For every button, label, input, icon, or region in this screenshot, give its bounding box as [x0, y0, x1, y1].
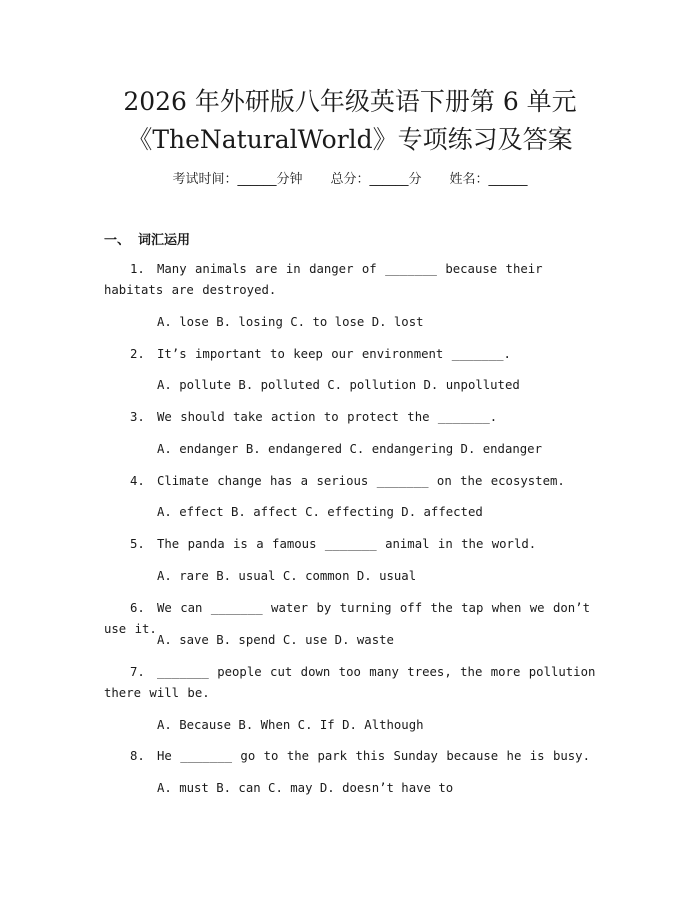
question-text: _______ people cut down too many trees, the more pollution there will be. — [104, 665, 596, 700]
question-text: Climate change has a serious _______ on the ecosystem. — [157, 474, 565, 488]
title-line-1: 2026 年外研版八年级英语下册第 6 单元 — [123, 87, 577, 116]
question-number: 8. — [130, 749, 145, 763]
section-title: 词汇运用 — [138, 233, 191, 248]
question-7-options: A. Because B. When C. If D. Although — [157, 718, 424, 732]
exam-time: 考试时间：______分钟 — [172, 172, 303, 187]
question-text: We should take action to protect the _______. — [157, 410, 498, 424]
question-2-options: A. pollute B. polluted C. pollution D. unpolluted — [157, 378, 520, 392]
question-number: 1. — [130, 262, 145, 276]
question-2 — [104, 344, 604, 365]
title-line-2: 《TheNaturalWorld》专项练习及答案 — [127, 125, 573, 154]
question-5 — [104, 534, 604, 555]
question-number: 4. — [130, 474, 145, 488]
question-3 — [104, 407, 604, 428]
question-4-options: A. effect B. affect C. effecting D. affected — [157, 505, 483, 519]
exam-name: 姓名：______ — [449, 172, 528, 187]
section-number: 一、 — [104, 233, 131, 248]
question-4 — [104, 471, 604, 492]
question-1-options: A. lose B. losing C. to lose D. lost — [157, 315, 424, 329]
question-text: Many animals are in danger of _______ because their habitats are destroyed. — [104, 262, 543, 297]
question-7 — [104, 662, 604, 704]
question-text: The panda is a famous _______ animal in the world. — [157, 537, 537, 551]
question-number: 2. — [130, 347, 145, 361]
section-heading — [104, 229, 190, 248]
question-8 — [104, 746, 604, 767]
question-8-options: A. must B. can C. may D. doesn’t have to — [157, 781, 454, 795]
question-5-options: A. rare B. usual C. common D. usual — [157, 569, 417, 583]
question-text: He _______ go to the park this Sunday because he is busy. — [157, 749, 590, 763]
exam-info — [0, 168, 700, 187]
question-text: We can _______ water by turning off the tap when we don’t use it. — [104, 601, 590, 636]
question-number: 3. — [130, 410, 145, 424]
question-6-options: A. save B. spend C. use D. waste — [157, 633, 394, 647]
question-number: 5. — [130, 537, 145, 551]
question-1 — [104, 259, 604, 301]
question-number: 6. — [130, 601, 145, 615]
question-3-options: A. endanger B. endangered C. endangering D. endanger — [157, 442, 542, 456]
exam-total-score: 总分：______分 — [330, 172, 422, 187]
question-text: It’s important to keep our environment _______. — [157, 347, 511, 361]
question-number: 7. — [130, 665, 145, 679]
